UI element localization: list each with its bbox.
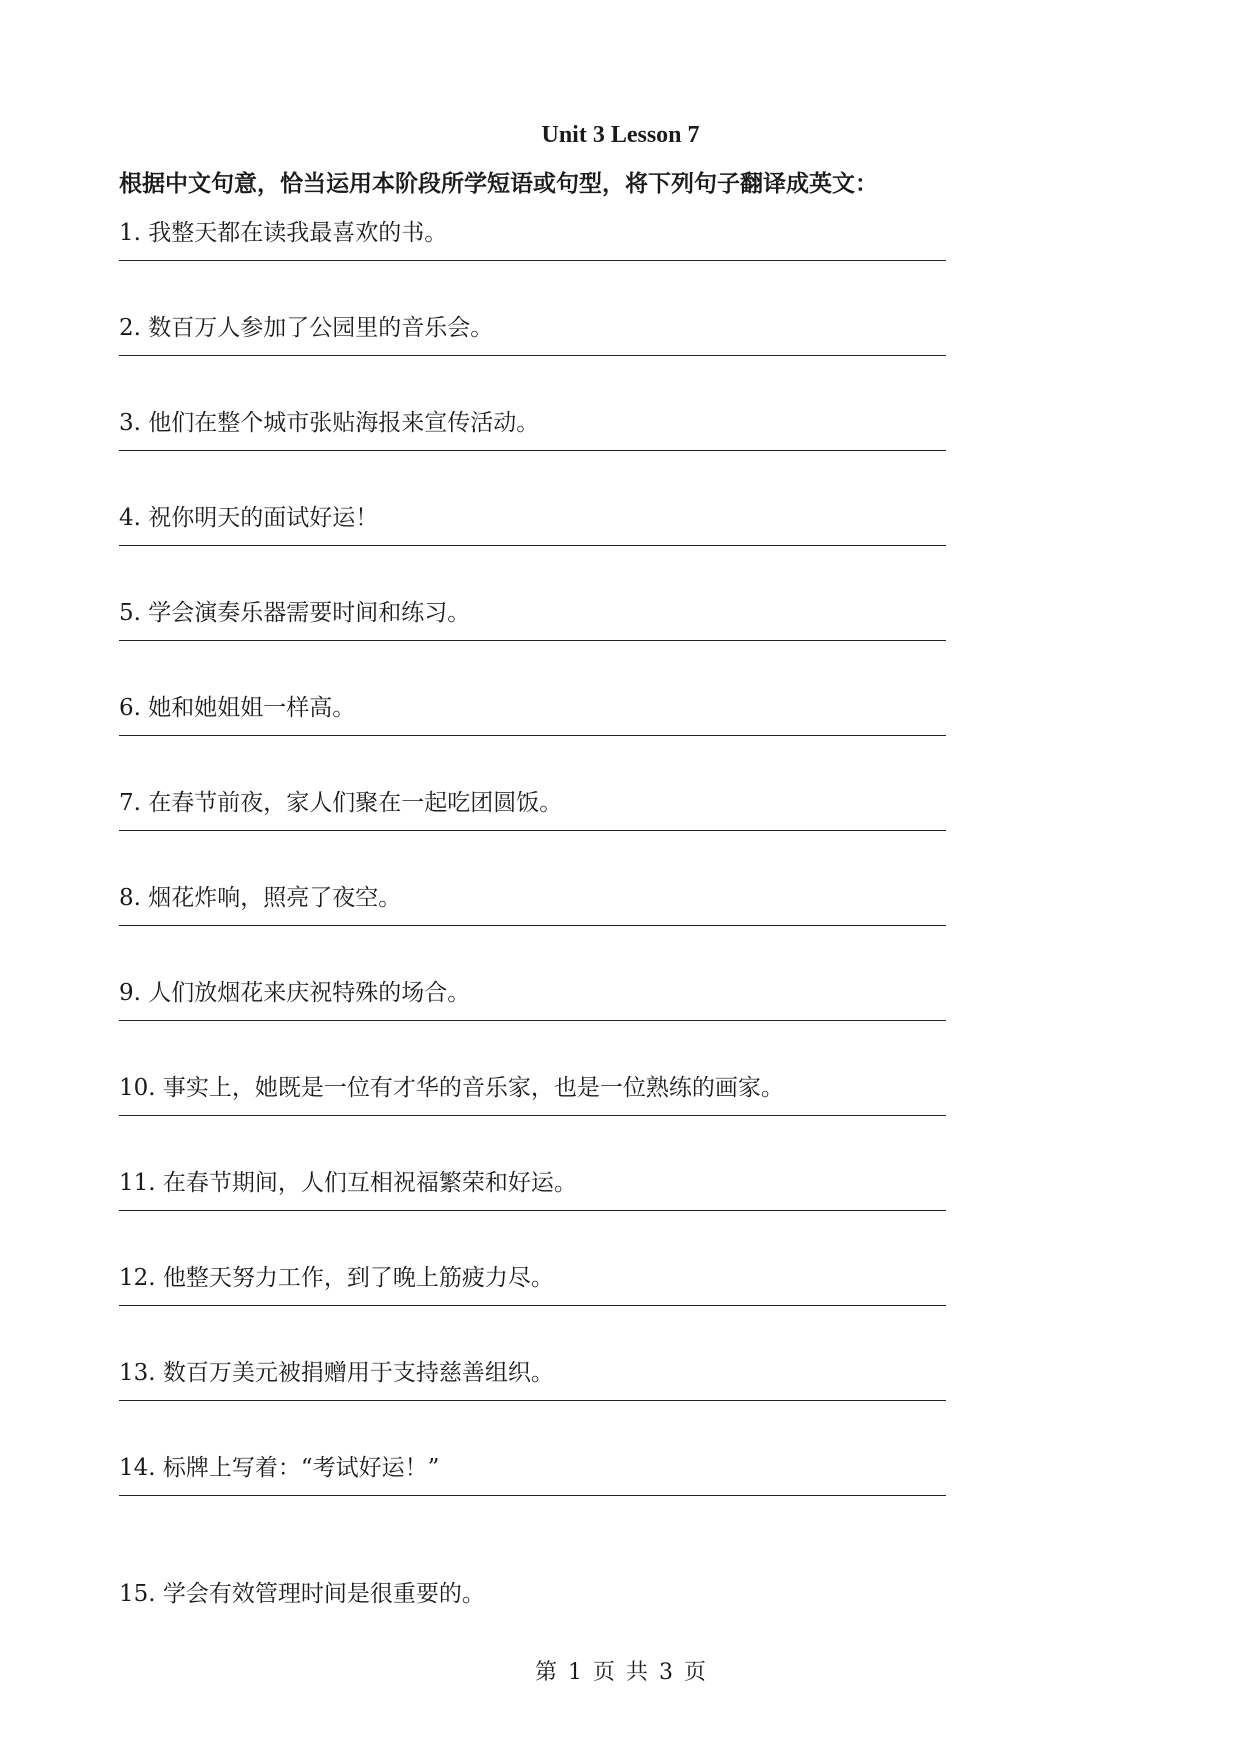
answer-line-11[interactable]: [119, 1210, 946, 1211]
question-14: 14. 标牌上写着：“考试好运！”: [119, 1455, 440, 1481]
answer-line-3[interactable]: [119, 450, 946, 451]
question-13: 13. 数百万美元被捐赠用于支持慈善组织。: [119, 1360, 554, 1386]
page-footer: 第 1 页 共 3 页: [535, 1660, 706, 1685]
answer-line-5[interactable]: [119, 640, 946, 641]
answer-line-7[interactable]: [119, 830, 946, 831]
question-11: 11. 在春节期间，人们互相祝福繁荣和好运。: [119, 1170, 577, 1196]
question-12: 12. 他整天努力工作，到了晚上筋疲力尽。: [119, 1265, 554, 1291]
question-15: 15. 学会有效管理时间是很重要的。: [119, 1581, 485, 1607]
question-8: 8. 烟花炸响，照亮了夜空。: [119, 885, 402, 911]
answer-line-14[interactable]: [119, 1495, 946, 1496]
answer-line-10[interactable]: [119, 1115, 946, 1116]
question-2: 2. 数百万人参加了公园里的音乐会。: [119, 315, 494, 341]
answer-line-8[interactable]: [119, 925, 946, 926]
question-9: 9. 人们放烟花来庆祝特殊的场合。: [119, 980, 471, 1006]
question-6: 6. 她和她姐姐一样高。: [119, 695, 356, 721]
answer-line-12[interactable]: [119, 1305, 946, 1306]
question-5: 5. 学会演奏乐器需要时间和练习。: [119, 600, 471, 626]
answer-line-2[interactable]: [119, 355, 946, 356]
question-7: 7. 在春节前夜，家人们聚在一起吃团圆饭。: [119, 790, 563, 816]
instruction-text: 根据中文句意，恰当运用本阶段所学短语或句型，将下列句子翻译成英文：: [119, 170, 878, 197]
answer-line-6[interactable]: [119, 735, 946, 736]
question-10: 10. 事实上，她既是一位有才华的音乐家，也是一位熟练的画家。: [119, 1075, 784, 1101]
question-4: 4. 祝你明天的面试好运！: [119, 505, 379, 531]
answer-line-4[interactable]: [119, 545, 946, 546]
page-title: Unit 3 Lesson 7: [541, 122, 700, 148]
question-1: 1. 我整天都在读我最喜欢的书。: [119, 220, 448, 246]
question-3: 3. 他们在整个城市张贴海报来宣传活动。: [119, 410, 540, 436]
answer-line-13[interactable]: [119, 1400, 946, 1401]
answer-line-1[interactable]: [119, 260, 946, 261]
answer-line-9[interactable]: [119, 1020, 946, 1021]
